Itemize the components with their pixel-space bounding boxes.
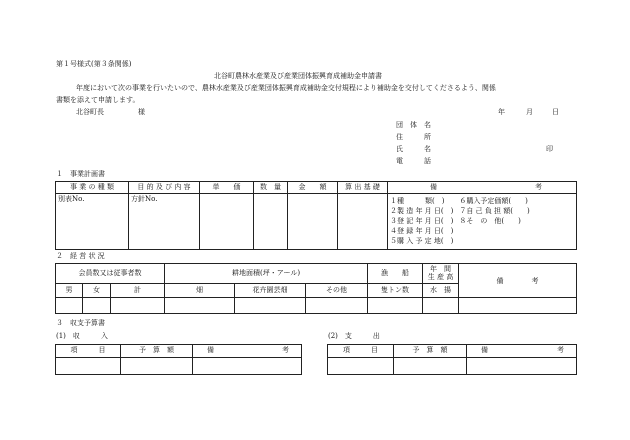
document-title: 北谷町農林水産業及び産業団体振興育成補助金申請書 xyxy=(214,72,382,80)
list-item: ５購 入 予 定 地( ) xyxy=(390,237,454,245)
annual-production-line1: 年 間 xyxy=(430,265,452,274)
header-calc-basis: 算 出 基 礎 xyxy=(338,182,388,194)
management-status-table xyxy=(55,263,577,314)
form-number: 第１号様式(第３条関係) xyxy=(56,60,132,68)
table-cell xyxy=(193,358,302,375)
org-name-label: 団 体 名 xyxy=(396,121,431,129)
list-item: １種 類( ) xyxy=(390,197,445,205)
list-item: ８そ の 他( ) xyxy=(459,217,521,225)
table-cell-calc-basis xyxy=(338,194,388,250)
table-cell xyxy=(467,358,577,375)
header-remarks xyxy=(388,182,577,194)
header-quantity: 数 量 xyxy=(254,182,288,194)
income-item-header: 項 目 xyxy=(56,345,121,358)
male-header: 男 xyxy=(56,284,83,297)
annual-production-header xyxy=(423,264,459,284)
list-item: ３登 記 年 月 日( ) xyxy=(390,217,454,225)
date-year: 年 xyxy=(498,108,505,116)
member-count-header: 会員数又は従事者数 xyxy=(56,264,165,284)
table-cell xyxy=(459,297,577,313)
date-month: 月 xyxy=(526,108,533,116)
annual-production-line2: 生 産 高 xyxy=(427,272,454,281)
table-cell xyxy=(121,358,193,375)
total-header: 計 xyxy=(111,284,165,297)
table-cell xyxy=(306,297,368,313)
header-remarks-1: 備 xyxy=(430,182,437,191)
table-cell xyxy=(83,297,111,313)
fishing-boat-header: 漁 船 xyxy=(368,264,423,284)
header-unit-price: 単 価 xyxy=(200,182,254,194)
expense-remarks-1: 備 xyxy=(481,346,488,355)
other-header: その他 xyxy=(306,284,368,297)
expense-table xyxy=(327,344,577,375)
remarks-list-left xyxy=(390,196,453,246)
table-cell-amount xyxy=(288,194,338,250)
remarks-header: 備 考 xyxy=(459,264,577,298)
table-cell-purpose: 方針No. xyxy=(129,194,200,250)
expense-label: (2) 支 出 xyxy=(328,332,380,340)
table-cell xyxy=(235,297,306,313)
section2-heading: ２ 経 営 状 況 xyxy=(56,252,105,260)
section1-heading: １ 事業計画書 xyxy=(56,170,105,178)
expense-remarks-2: 考 xyxy=(557,346,564,355)
table-cell-unit-price xyxy=(200,194,254,250)
table-cell-business-type: 別表No. xyxy=(56,194,129,250)
header-business-type: 事 業 の 種 類 xyxy=(56,182,129,194)
land-area-header: 耕地面積(坪・アール) xyxy=(165,264,368,284)
list-item: ６購入予定価額( ) xyxy=(459,197,528,205)
table-cell-quantity xyxy=(254,194,288,250)
table-cell xyxy=(394,358,467,375)
expense-budget-header: 予 算 額 xyxy=(394,345,467,358)
income-table xyxy=(55,344,302,375)
field-header: 畑 xyxy=(165,284,235,297)
boat-tonnage-header: 隻トン数 xyxy=(368,284,423,297)
catch-header: 水 揚 xyxy=(423,284,459,297)
table-cell xyxy=(56,358,121,375)
table-cell-remarks xyxy=(388,194,577,250)
expense-item-header: 項 目 xyxy=(328,345,394,358)
remarks-list-right xyxy=(459,196,529,246)
body-text-line1: 年度において次の事業を行いたいので、農林水産業及び産業団体振興育成補助金交付規程により補助金を交付してくださるよう、関係 xyxy=(76,84,496,92)
table-cell xyxy=(368,297,423,313)
table-cell xyxy=(56,297,83,313)
table-cell xyxy=(423,297,459,313)
addressee: 北谷町長 xyxy=(76,108,104,116)
phone-label: 電 話 xyxy=(396,157,431,165)
list-item: ２製 造 年 月 日( ) xyxy=(390,207,454,215)
address-label: 住 所 xyxy=(396,133,431,141)
income-remarks-2: 考 xyxy=(282,346,289,355)
flower-field-header: 花卉園芸畑 xyxy=(235,284,306,297)
body-text-line2: 書類を添えて申請します。 xyxy=(56,96,140,104)
table-cell xyxy=(165,297,235,313)
name-label: 氏 名 xyxy=(396,145,431,153)
header-purpose: 目 的 及 び 内 容 xyxy=(129,182,200,194)
female-header: 女 xyxy=(83,284,111,297)
table-cell xyxy=(111,297,165,313)
business-plan-table xyxy=(55,181,577,250)
table-cell xyxy=(328,358,394,375)
header-remarks-2: 考 xyxy=(535,182,542,191)
header-amount: 金 額 xyxy=(288,182,338,194)
income-remarks-1: 備 xyxy=(207,346,214,355)
date-day: 日 xyxy=(552,108,559,116)
seal-mark: 印 xyxy=(546,145,553,153)
expense-remarks-header xyxy=(467,345,577,358)
income-remarks-header xyxy=(193,345,302,358)
list-item: ４登 録 年 月 日( ) xyxy=(390,227,454,235)
income-budget-header: 予 算 額 xyxy=(121,345,193,358)
honorific: 様 xyxy=(138,108,145,116)
section3-heading: ３ 収支予算書 xyxy=(56,319,105,327)
income-label: (1) 収 入 xyxy=(56,332,108,340)
list-item: ７自 己 負 担 額( ) xyxy=(459,207,530,215)
